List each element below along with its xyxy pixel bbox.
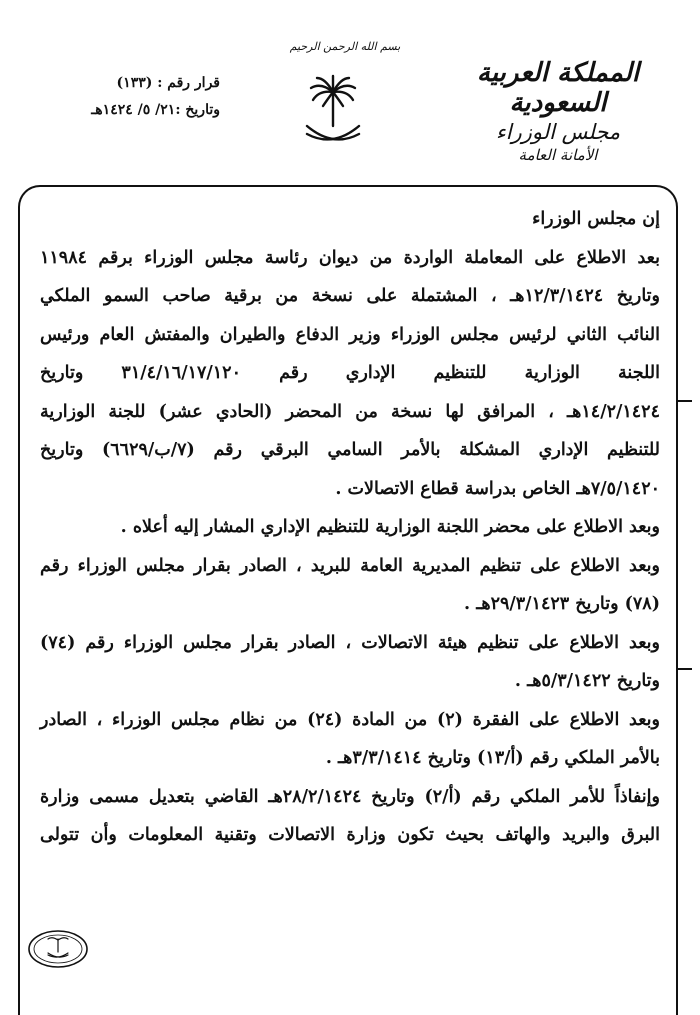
secretariat-name: الأمانة العامة — [518, 146, 598, 164]
decision-date: وتاريخ :٢١/ ٥/ ١٤٢٤هـ — [91, 101, 220, 118]
body-line: وبعد الاطلاع على محضر اللجنة الوزارية للتنظيم الإداري المشار إليه أعلاه . — [120, 517, 660, 537]
decision-info — [40, 70, 220, 123]
margin-tick — [666, 392, 682, 410]
body-line: (٧٨) وتاريخ ٢٩/٣/١٤٢٣هـ . — [464, 594, 660, 614]
body-line: وبعد الاطلاع على تنظيم هيئة الاتصالات ، الصادر بقرار مجلس الوزراء رقم (٧٤) — [40, 632, 660, 653]
body-line: وبعد الاطلاع على تنظيم المديرية العامة للبريد ، الصادر بقرار مجلس الوزراء رقم — [40, 555, 660, 576]
body-line: للتنظيم الإداري المشكلة بالأمر السامي البرقي رقم (٧/ب/٦٦٢٩) وتاريخ — [40, 440, 660, 460]
body-line: وإنفاذاً للأمر الملكي رقم (أ/٢) وتاريخ ٢٨/٢/١٤٢٤هـ القاضي بتعديل مسمى وزارة — [40, 786, 660, 807]
kingdom-name: المملكة العربية السعودية — [476, 58, 640, 118]
letterhead — [0, 0, 700, 185]
body-line: وتاريخ ٥/٣/١٤٢٢هـ . — [514, 671, 660, 691]
council-name: مجلس الوزراء — [495, 120, 621, 144]
margin-tick — [666, 660, 682, 678]
decision-number: قرار رقم : (١٣٣) — [116, 75, 220, 91]
body-line: بالأمر الملكي رقم (أ/١٣) وتاريخ ٣/٣/١٤١٤هـ . — [325, 748, 660, 768]
kingdom-title-block — [438, 58, 678, 164]
body-line: ١٤/٢/١٤٢٤هـ ، المرافق لها نسخة من المحضر (الحادي عشر) للجنة الوزارية — [40, 401, 660, 422]
palm-swords-emblem-icon — [303, 70, 363, 150]
body-line: بعد الاطلاع على المعاملة الواردة من ديوان رئاسة مجلس الوزراء برقم ١١٩٨٤ — [40, 247, 660, 268]
basmala: بسم الله الرحمن الرحيم — [289, 40, 401, 53]
decision-body — [40, 200, 660, 855]
body-line: وبعد الاطلاع على الفقرة (٢) من المادة (٢٤) من نظام مجلس الوزراء ، الصادر — [40, 709, 660, 730]
body-line: البرق والبريد والهاتف بحيث تكون وزارة الاتصالات وتقنية المعلومات وأن تتولى — [40, 825, 660, 845]
body-heading: إن مجلس الوزراء — [532, 209, 660, 229]
body-line: وتاريخ ١٢/٣/١٤٢٤هـ ، المشتملة على نسخة من برقية صاحب السمو الملكي — [40, 286, 660, 306]
seal-stamp-icon — [26, 928, 90, 970]
body-line: اللجنة الوزارية للتنظيم الإداري رقم ٣١/٤/١٦/١٧/١٢٠ وتاريخ — [40, 363, 660, 383]
body-line: النائب الثاني لرئيس مجلس الوزراء وزير الدفاع والطيران والمفتش العام ورئيس — [40, 324, 660, 345]
body-line: ٧/٥/١٤٢٠هـ الخاص بدراسة قطاع الاتصالات . — [335, 478, 660, 499]
